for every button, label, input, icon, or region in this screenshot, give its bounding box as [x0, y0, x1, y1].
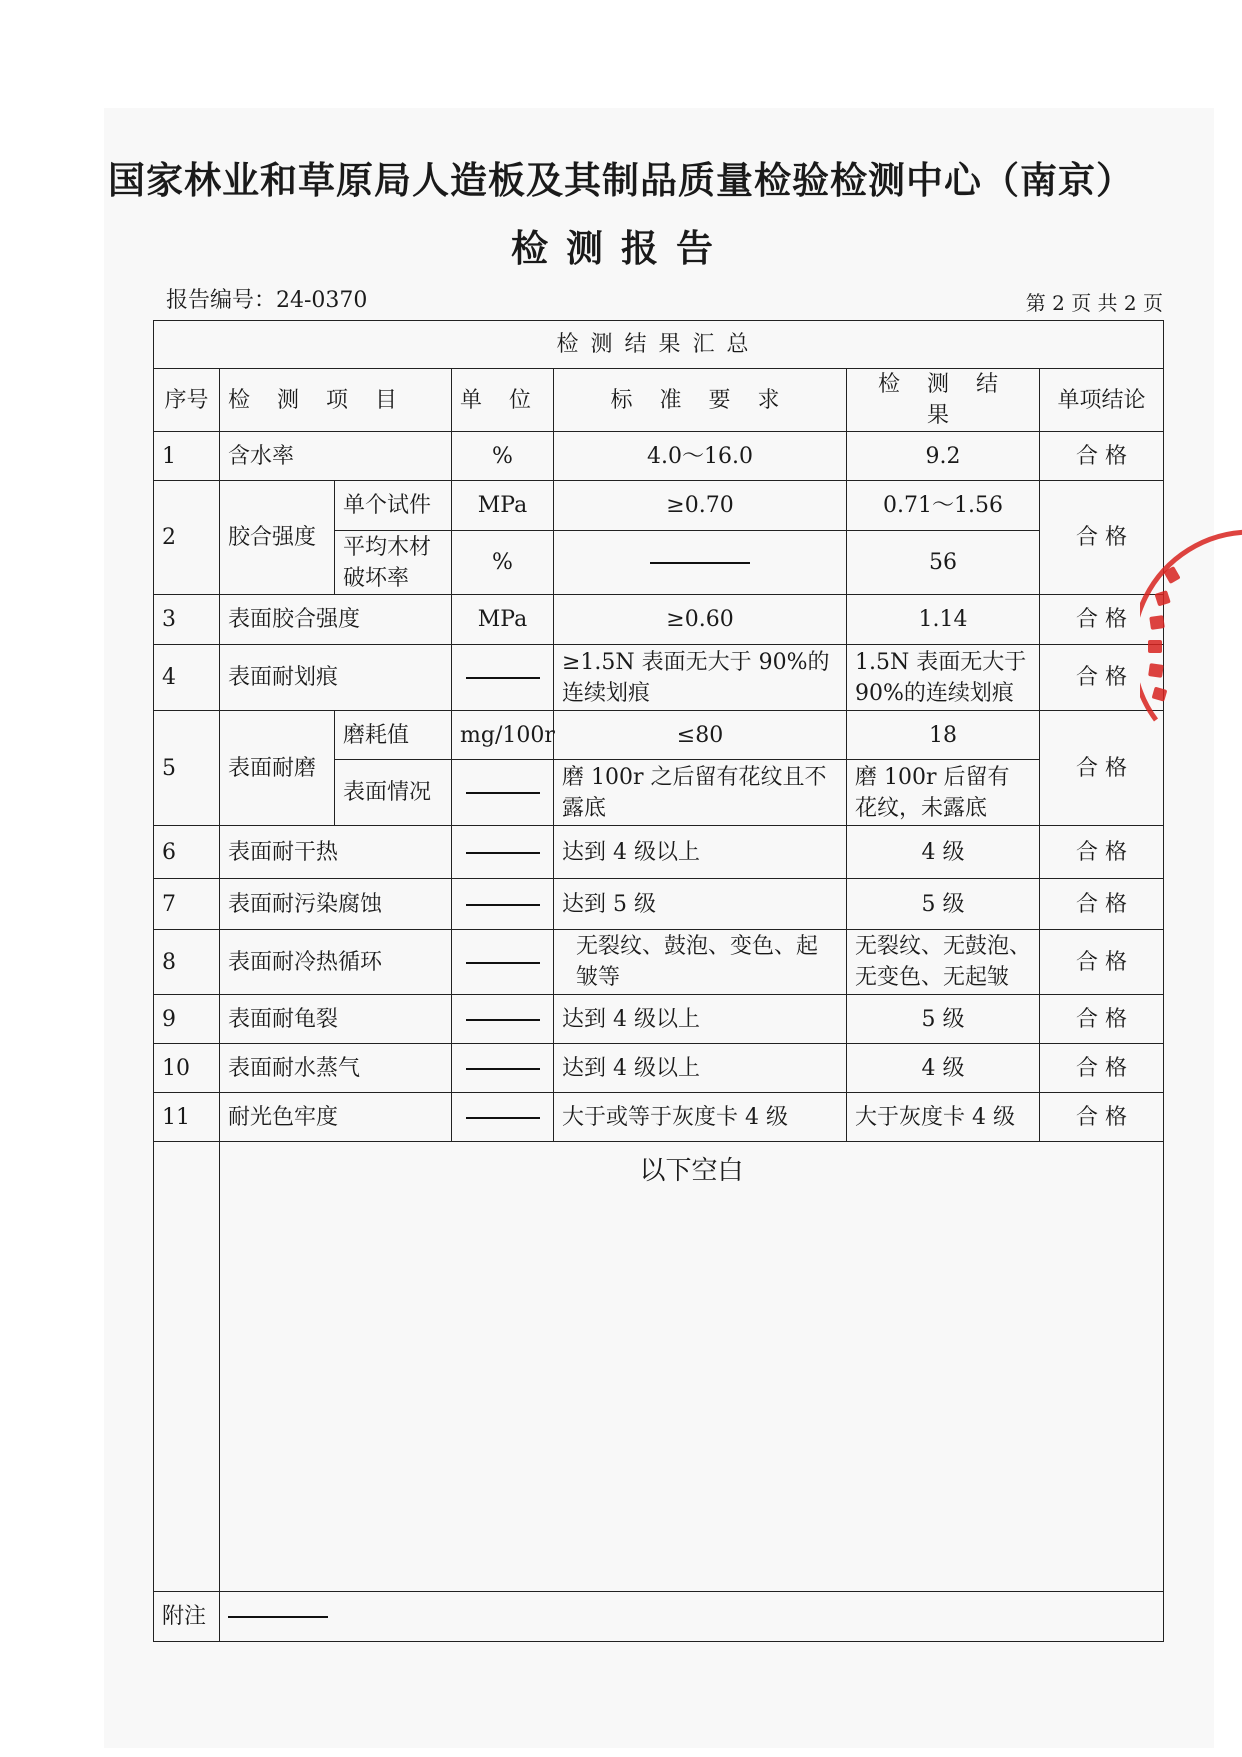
- row-result: 5 级: [847, 879, 1040, 930]
- row-item: 表面耐干热: [220, 826, 452, 879]
- results-table: [153, 320, 1164, 1642]
- note-label: 附注: [154, 1592, 220, 1642]
- row-conclusion: 合 格: [1040, 879, 1164, 930]
- blank-remainder: 以下空白: [220, 1142, 1164, 1592]
- note-value: [220, 1592, 1164, 1642]
- row-unit: %: [452, 432, 554, 481]
- row-unit-none: [452, 826, 554, 879]
- row-item: 表面耐磨: [220, 711, 335, 826]
- table-row: [154, 645, 1164, 711]
- row-requirement: ≤80: [554, 711, 847, 760]
- row-result: 磨 100r 后留有花纹，未露底: [847, 760, 1040, 826]
- row-unit-none: [452, 1093, 554, 1142]
- row-result: 1.5N 表面无大于 90%的连续划痕: [847, 645, 1040, 711]
- row-unit-none: [452, 760, 554, 826]
- row-requirement: 大于或等于灰度卡 4 级: [554, 1093, 847, 1142]
- row-unit-none: [452, 645, 554, 711]
- table-row: [154, 930, 1164, 995]
- row-result: 大于灰度卡 4 级: [847, 1093, 1040, 1142]
- page-number: 第 2 页 共 2 页: [1025, 291, 1163, 315]
- row-conclusion: 合 格: [1040, 1044, 1164, 1093]
- col-header-item: 检 测 项 目: [220, 369, 452, 432]
- row-result: 1.14: [847, 595, 1040, 645]
- dash-mark: [650, 562, 750, 564]
- col-header-result: 检 测 结 果: [847, 369, 1040, 432]
- row-no: 9: [154, 995, 220, 1044]
- row-no: 11: [154, 1093, 220, 1142]
- row-conclusion: 合 格: [1040, 930, 1164, 995]
- row-subitem: 磨耗值: [335, 711, 452, 760]
- doc-title: 检测报告: [511, 227, 731, 270]
- row-no: 3: [154, 595, 220, 645]
- dash-mark: [466, 1019, 540, 1021]
- row-requirement: 4.0～16.0: [554, 432, 847, 481]
- col-header-no: 序号: [154, 369, 220, 432]
- row-no: 2: [154, 481, 220, 595]
- table-row: [154, 995, 1164, 1044]
- row-conclusion: 合 格: [1040, 995, 1164, 1044]
- table-row: [154, 1093, 1164, 1142]
- row-subitem: 平均木材破坏率: [335, 531, 452, 595]
- dash-mark: [466, 1068, 540, 1070]
- row-requirement: 无裂纹、鼓泡、变色、起皱等: [554, 930, 847, 995]
- row-no: 7: [154, 879, 220, 930]
- row-conclusion: 合 格: [1040, 826, 1164, 879]
- row-requirement: ≥0.60: [554, 595, 847, 645]
- dash-mark: [228, 1616, 328, 1618]
- row-requirement-none: [554, 531, 847, 595]
- row-no: 5: [154, 711, 220, 826]
- row-unit-none: [452, 1044, 554, 1093]
- row-unit-none: [452, 930, 554, 995]
- row-no: 6: [154, 826, 220, 879]
- dash-mark: [466, 852, 540, 854]
- table-row: [154, 1044, 1164, 1093]
- row-unit: %: [452, 531, 554, 595]
- row-requirement: 达到 4 级以上: [554, 1044, 847, 1093]
- row-subitem: 表面情况: [335, 760, 452, 826]
- row-no: 8: [154, 930, 220, 995]
- row-result: 18: [847, 711, 1040, 760]
- row-requirement: 达到 4 级以上: [554, 995, 847, 1044]
- row-result: 0.71～1.56: [847, 481, 1040, 531]
- table-row: [154, 481, 1164, 531]
- table-caption: 检测结果汇总: [154, 321, 1164, 369]
- row-requirement: 达到 5 级: [554, 879, 847, 930]
- row-item: 表面耐污染腐蚀: [220, 879, 452, 930]
- row-unit-none: [452, 995, 554, 1044]
- row-item: 耐光色牢度: [220, 1093, 452, 1142]
- dash-mark: [466, 1117, 540, 1119]
- row-unit: MPa: [452, 595, 554, 645]
- row-result: 无裂纹、无鼓泡、无变色、无起皱: [847, 930, 1040, 995]
- col-header-unit: 单 位: [452, 369, 554, 432]
- row-conclusion: 合 格: [1040, 711, 1164, 826]
- row-conclusion: 合 格: [1040, 481, 1164, 595]
- row-result: 56: [847, 531, 1040, 595]
- row-no: 10: [154, 1044, 220, 1093]
- row-unit: MPa: [452, 481, 554, 531]
- row-item: 表面耐冷热循环: [220, 930, 452, 995]
- table-row: [154, 595, 1164, 645]
- row-requirement: ≥0.70: [554, 481, 847, 531]
- row-no: 4: [154, 645, 220, 711]
- table-row: [154, 879, 1164, 930]
- dash-mark: [466, 792, 540, 794]
- row-requirement: 磨 100r 之后留有花纹且不露底: [554, 760, 847, 826]
- row-no: 1: [154, 432, 220, 481]
- row-conclusion: 合 格: [1040, 645, 1164, 711]
- row-unit-none: [452, 879, 554, 930]
- org-title: 国家林业和草原局人造板及其制品质量检验检测中心（南京）: [108, 159, 1134, 202]
- row-item: 含水率: [220, 432, 452, 481]
- col-header-requirement: 标 准 要 求: [554, 369, 847, 432]
- row-conclusion: 合 格: [1040, 1093, 1164, 1142]
- row-result: 4 级: [847, 1044, 1040, 1093]
- row-item: 表面耐龟裂: [220, 995, 452, 1044]
- dash-mark: [466, 962, 540, 964]
- row-requirement: 达到 4 级以上: [554, 826, 847, 879]
- table-row: [154, 826, 1164, 879]
- col-header-conclusion: 单项结论: [1040, 369, 1164, 432]
- row-result: 4 级: [847, 826, 1040, 879]
- dash-mark: [466, 904, 540, 906]
- report-number: 报告编号：24-0370: [166, 288, 368, 313]
- row-result: 9.2: [847, 432, 1040, 481]
- row-conclusion: 合 格: [1040, 432, 1164, 481]
- row-conclusion: 合 格: [1040, 595, 1164, 645]
- row-item: 胶合强度: [220, 481, 335, 595]
- row-requirement: ≥1.5N 表面无大于 90%的连续划痕: [554, 645, 847, 711]
- dash-mark: [466, 677, 540, 679]
- row-unit: mg/100r: [452, 711, 554, 760]
- row-item: 表面耐水蒸气: [220, 1044, 452, 1093]
- table-row: [154, 432, 1164, 481]
- row-item: 表面耐划痕: [220, 645, 452, 711]
- row-item: 表面胶合强度: [220, 595, 452, 645]
- row-result: 5 级: [847, 995, 1040, 1044]
- table-row: [154, 711, 1164, 760]
- blank-no-cell: [154, 1142, 220, 1592]
- row-subitem: 单个试件: [335, 481, 452, 531]
